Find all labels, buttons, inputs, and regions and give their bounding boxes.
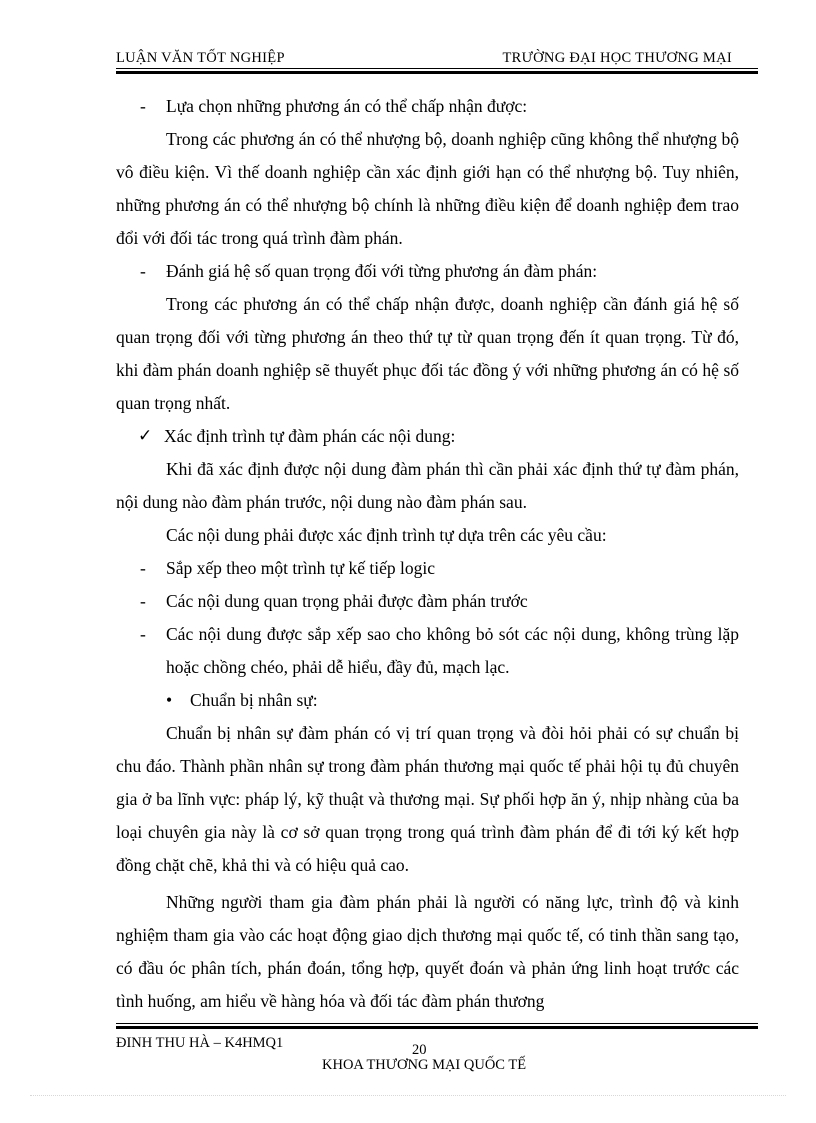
- page-header: [116, 50, 758, 70]
- footer-rule-thin: [116, 1023, 758, 1024]
- header-rule-thick: [116, 71, 758, 74]
- page-body: [116, 90, 739, 1018]
- list-item: [116, 255, 739, 288]
- paragraph: Khi đã xác định được nội dung đàm phán thì cần phải xác định thứ tự đàm phán, nội dung nào đàm phán trước, nội dung nào đàm phán sau.: [116, 459, 739, 512]
- footer-rule-thick: [116, 1026, 758, 1029]
- paragraph: Những người tham gia đàm phán phải là người có năng lực, trình độ và kinh nghiệm tham gia vào các hoạt động giao dịch thương mại quốc tế, có tinh thần sang tạo, có đầu óc phân tích, phán đoán, tổng hợp, quyết đoán và phản ứng linh hoạt trước các tình huống, am hiểu về hàng hóa và đối tác đàm phán thương: [116, 892, 739, 1011]
- list-item: [116, 618, 739, 684]
- list-item: [116, 552, 739, 585]
- footer-author: ĐINH THU HÀ – K4HMQ1: [116, 1035, 284, 1051]
- paragraph: Chuẩn bị nhân sự đàm phán có vị trí quan trọng và đòi hỏi phải có sự chuẩn bị chu đáo. Thành phần nhân sự trong đàm phán thương mại quốc tế phải hội tụ đủ chuyên gia ở ba lĩnh vực: pháp lý, kỹ thuật và thương mại. Sự phối hợp ăn ý, nhịp nhàng của ba loại chuyên gia này là cơ sở quan trọng trong quá trình đàm phán để đi tới ký kết hợp đồng chặt chẽ, khả thi và có hiệu quả cao.: [116, 723, 739, 875]
- dash-marker: -: [140, 96, 146, 116]
- paragraph: Các nội dung phải được xác định trình tự dựa trên các yêu cầu:: [166, 525, 607, 545]
- list-item: [116, 585, 739, 618]
- checklist-heading: [116, 420, 739, 453]
- bullet-icon: •: [166, 690, 173, 710]
- dash-marker: -: [140, 591, 146, 611]
- dash-marker: -: [140, 624, 146, 644]
- dash-marker: -: [140, 558, 146, 578]
- page-number: 20: [412, 1042, 427, 1058]
- list-item: [116, 90, 739, 123]
- checklist-heading-text: Xác định trình tự đàm phán các nội dung:: [164, 426, 456, 446]
- bullet-heading: [116, 684, 739, 717]
- list-item-text: Đánh giá hệ số quan trọng đối với từng phương án đàm phán:: [166, 261, 598, 281]
- footer-faculty: KHOA THƯƠNG MẠI QUỐC TẾ: [322, 1057, 527, 1073]
- paragraph: Trong các phương án có thể chấp nhận được, doanh nghiệp cần đánh giá hệ số quan trọng đối với từng phương án theo thứ tự từ quan trọng đến ít quan trọng. Từ đó, khi đàm phán doanh nghiệp sẽ thuyết phục đối tác đồng ý với những phương án có hệ số quan trọng nhất.: [116, 294, 739, 413]
- checkmark-icon: ✓: [138, 426, 153, 446]
- page-boundary: [30, 1095, 786, 1096]
- list-item-text: Sắp xếp theo một trình tự kế tiếp logic: [166, 558, 436, 578]
- dash-marker: -: [140, 261, 146, 281]
- header-university: TRƯỜNG ĐẠI HỌC THƯƠNG MẠI: [502, 50, 732, 66]
- list-item-text: Các nội dung được sắp xếp sao cho không bỏ sót các nội dung, không trùng lặp hoặc chồng chéo, phải dễ hiểu, đầy đủ, mạch lạc.: [166, 624, 739, 677]
- list-item-text: Lựa chọn những phương án có thể chấp nhận được:: [166, 96, 528, 116]
- bullet-heading-text: Chuẩn bị nhân sự:: [190, 690, 318, 710]
- header-thesis-title: LUẬN VĂN TỐT NGHIỆP: [116, 50, 285, 66]
- paragraph: Trong các phương án có thể nhượng bộ, doanh nghiệp cũng không thể nhượng bộ vô điều kiện. Vì thế doanh nghiệp cần xác định giới hạn có thể nhượng bộ. Tuy nhiên, những phương án có thể nhượng bộ chính là những điều kiện để doanh nghiệp đem trao đổi với đối tác trong quá trình đàm phán.: [116, 129, 739, 248]
- list-item-text: Các nội dung quan trọng phải được đàm phán trước: [166, 591, 528, 611]
- header-rule-thin: [116, 68, 758, 69]
